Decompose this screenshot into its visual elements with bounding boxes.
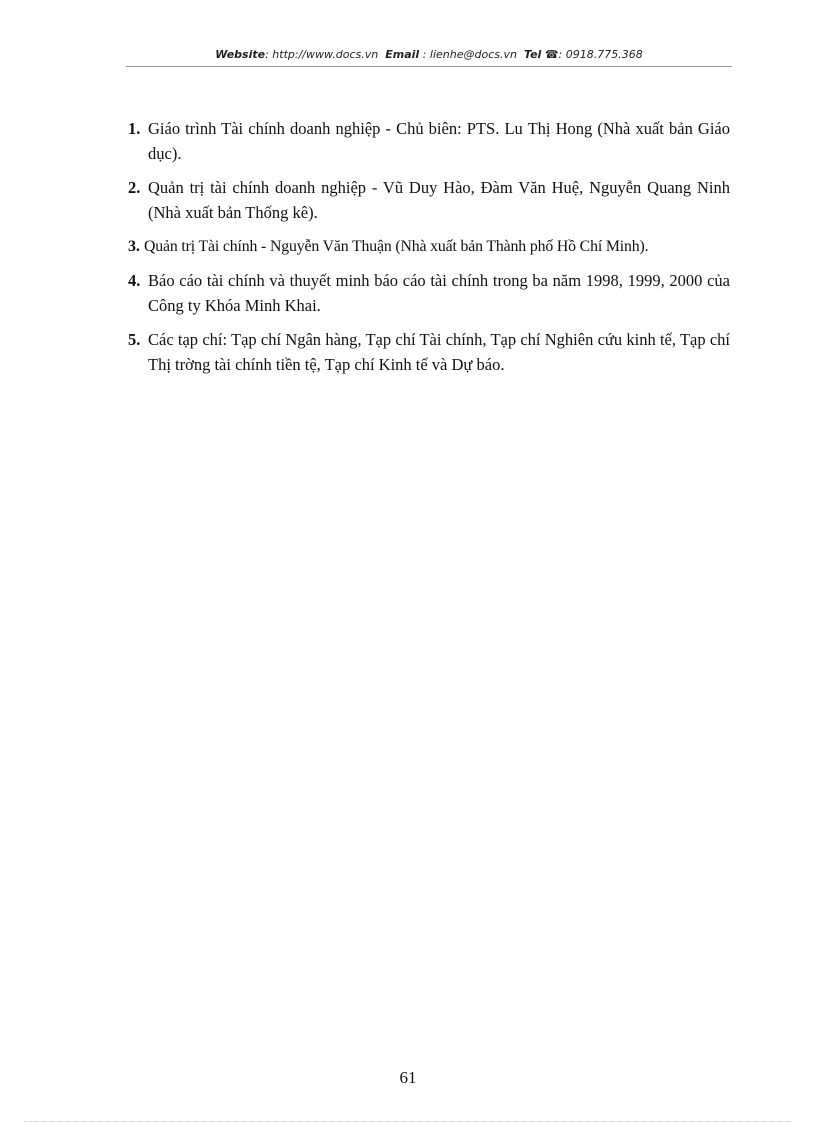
reference-text: Báo cáo tài chính và thuyết minh báo cáo tài chính trong ba năm 1998, 1999, 2000 của Công ty Khóa Minh Khai.: [148, 271, 730, 315]
reference-number: 5.: [128, 330, 141, 349]
email-label: Email: [385, 48, 420, 61]
phone-icon: ☎: [544, 48, 559, 61]
tel-label: Tel: [523, 48, 542, 61]
website-value: : http://www.docs.vn: [265, 48, 379, 61]
reference-number: 4.: [128, 271, 141, 290]
reference-list: [128, 116, 730, 386]
reference-text: Giáo trình Tài chính doanh nghiệp - Chủ biên: PTS. Lu Thị Hong (Nhà xuất bản Giáo dục).: [148, 119, 730, 163]
reference-item: [128, 116, 730, 166]
email-value: : lienhe@docs.vn: [422, 48, 517, 61]
reference-text: Các tạp chí: Tạp chí Ngân hàng, Tạp chí Tài chính, Tạp chí Nghiên cứu kinh tế, Tạp chí Thị trờng tài chính tiền tệ, Tạp chí Kinh tế và Dự báo.: [148, 330, 730, 374]
reference-number: 1.: [128, 119, 141, 138]
reference-item: [128, 175, 730, 225]
page-header: [126, 48, 732, 61]
reference-text: Quản trị Tài chính - Nguyễn Văn Thuận (Nhà xuất bản Thành phố Hồ Chí Minh).: [144, 238, 649, 255]
reference-number: 2.: [128, 178, 141, 197]
footer-divider: [24, 1121, 792, 1122]
reference-item: [128, 327, 730, 377]
reference-text: Quản trị tài chính doanh nghiệp - Vũ Duy Hào, Đàm Văn Huệ, Nguyễn Quang Ninh (Nhà xuất bản Thống kê).: [148, 178, 730, 222]
reference-number: 3.: [128, 238, 140, 255]
page-number: 61: [399, 1068, 417, 1087]
reference-item: [128, 268, 730, 318]
reference-item: [128, 234, 730, 259]
header-divider: [126, 66, 732, 67]
tel-value: : 0918.775.368: [558, 48, 643, 61]
website-label: Website: [215, 48, 266, 61]
